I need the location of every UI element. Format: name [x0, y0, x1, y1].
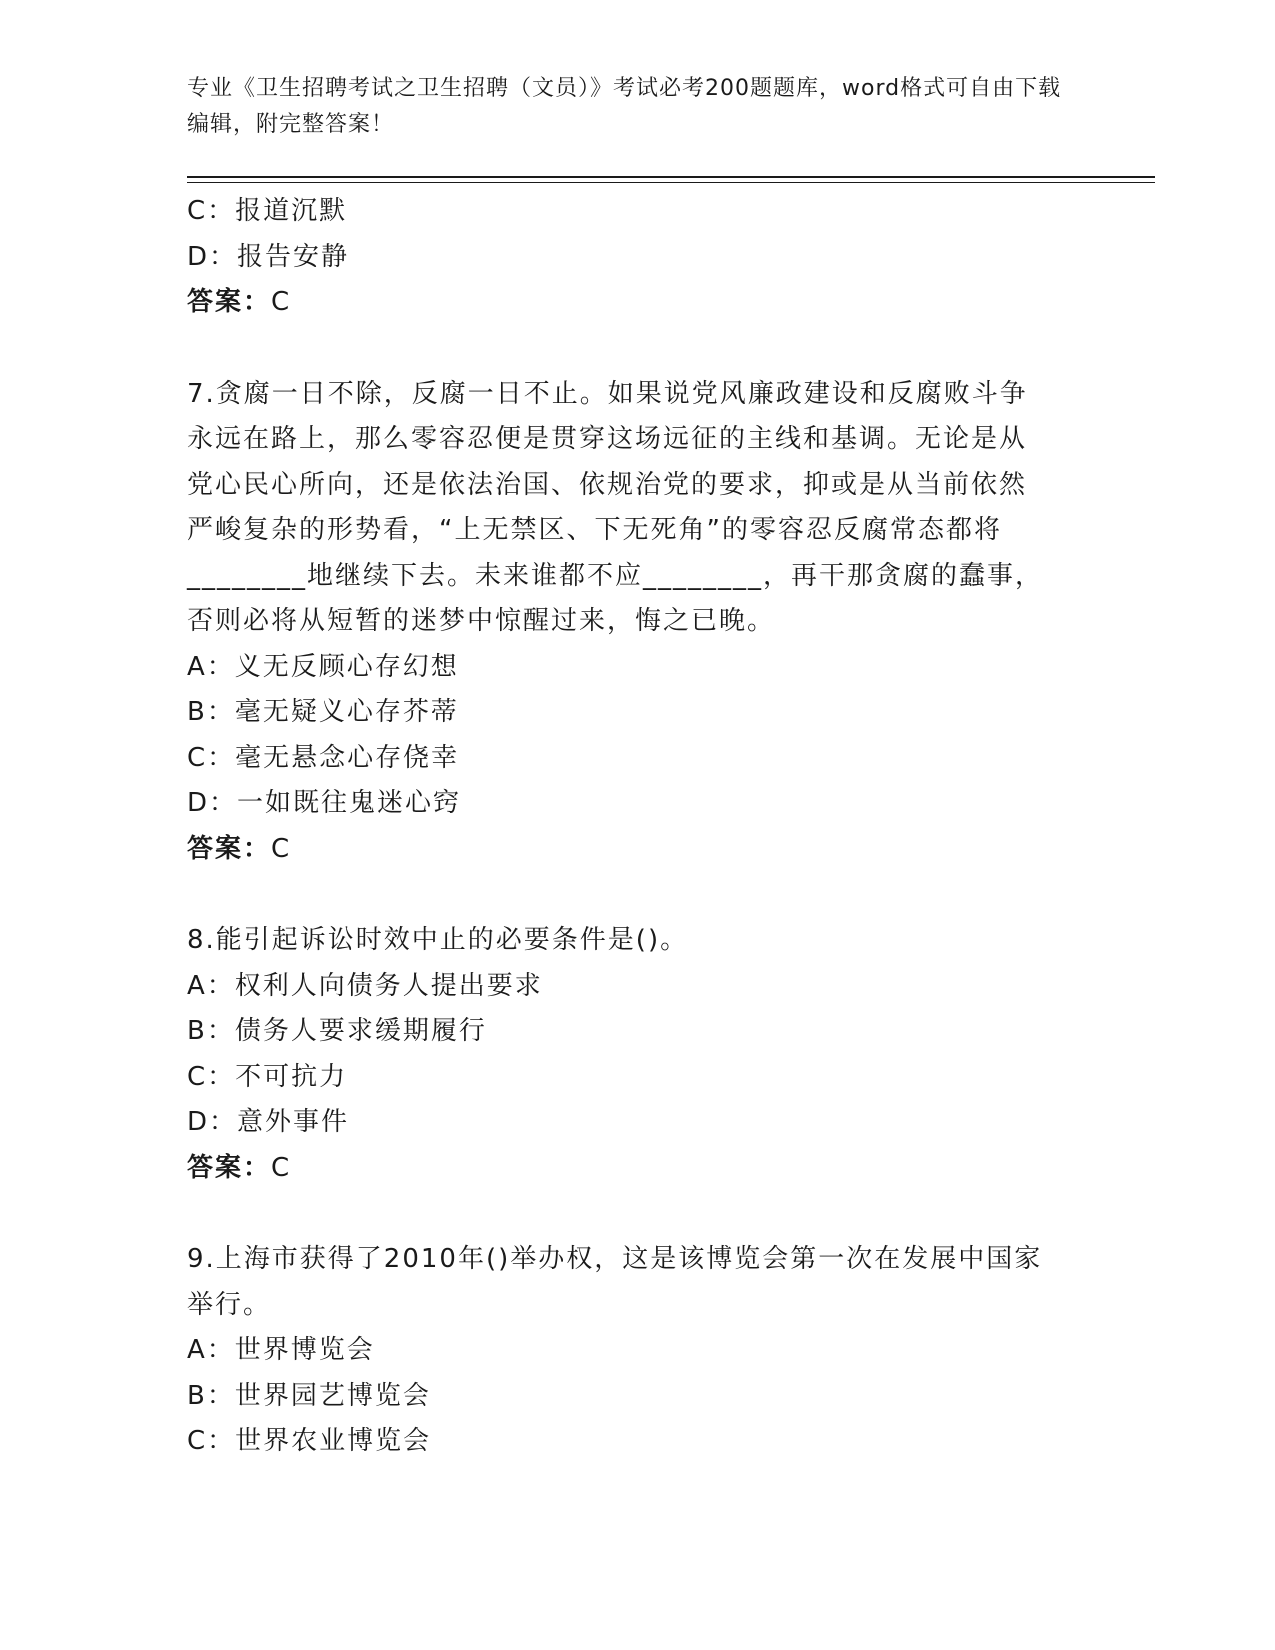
- option-a: A：权利人向债务人提出要求: [187, 970, 543, 1001]
- option-b: B：债务人要求缓期履行: [187, 1016, 487, 1046]
- question-stem-line: 严峻复杂的形势看，“上无禁区、下无死角”的零容忍反腐常态都将: [187, 515, 1002, 545]
- option-d: D：意外事件: [187, 1107, 350, 1137]
- question-stem-line: 7.贪腐一日不除，反腐一日不止。如果说党风廉政建设和反腐败斗争: [187, 378, 1028, 409]
- question-stem-line: ________地继续下去。未来谁都不应________，再干那贪腐的蠢事，: [187, 560, 1044, 591]
- document-header: 专业《卫生招聘考试之卫生招聘（文员）》考试必考200题题库，word格式可自由下载编辑，附完整答案！: [187, 76, 1062, 137]
- answer-value: C: [271, 833, 292, 864]
- spacer: [187, 872, 1087, 918]
- answer-line: [187, 1146, 1087, 1192]
- document-content: [187, 189, 1087, 1465]
- option-d: D：一如既往鬼迷心窍: [187, 788, 462, 818]
- question-stem-line: 永远在路上，那么零容忍便是贯穿这场远征的主线和基调。无论是从: [187, 424, 1028, 454]
- option-d: D：报告安静: [187, 241, 350, 272]
- option-b: B：毫无疑义心存芥蒂: [187, 697, 459, 727]
- header-rule-thin: [187, 182, 1155, 183]
- answer-value: C: [271, 287, 292, 317]
- answer-line: [187, 280, 1087, 326]
- header-rule-thick: [187, 176, 1155, 178]
- question-stem-line: 8.能引起诉讼时效中止的必要条件是()。: [187, 925, 689, 955]
- question-stem-line: 9.上海市获得了2010年()举办权，这是该博览会第一次在发展中国家: [187, 1244, 1043, 1274]
- answer-label: 答案：: [187, 287, 272, 317]
- answer-label: 答案：: [187, 833, 272, 864]
- option-c: C：世界农业博览会: [187, 1426, 432, 1456]
- option-b: B：世界园艺博览会: [187, 1380, 431, 1411]
- option-a: A：世界博览会: [187, 1335, 375, 1365]
- question-7: [187, 372, 1087, 873]
- question-8: [187, 918, 1087, 1191]
- spacer: [187, 1191, 1087, 1237]
- question-stem-line: 党心民心所向，还是依法治国、依规治党的要求，抑或是从当前依然: [187, 469, 1028, 500]
- question-stem-line: 举行。: [187, 1289, 272, 1320]
- question-9: [187, 1237, 1087, 1465]
- option-c: C：毫无悬念心存侥幸: [187, 742, 460, 773]
- option-c: C：不可抗力: [187, 1061, 348, 1092]
- answer-label: 答案：: [187, 1152, 272, 1183]
- spacer: [187, 326, 1087, 372]
- option-c: C：报道沉默: [187, 196, 348, 226]
- option-a: A：义无反顾心存幻想: [187, 651, 459, 682]
- answer-value: C: [271, 1152, 292, 1183]
- question-stem-line: 否则必将从短暂的迷梦中惊醒过来，悔之已晚。: [187, 606, 776, 636]
- answer-line: [187, 827, 1087, 873]
